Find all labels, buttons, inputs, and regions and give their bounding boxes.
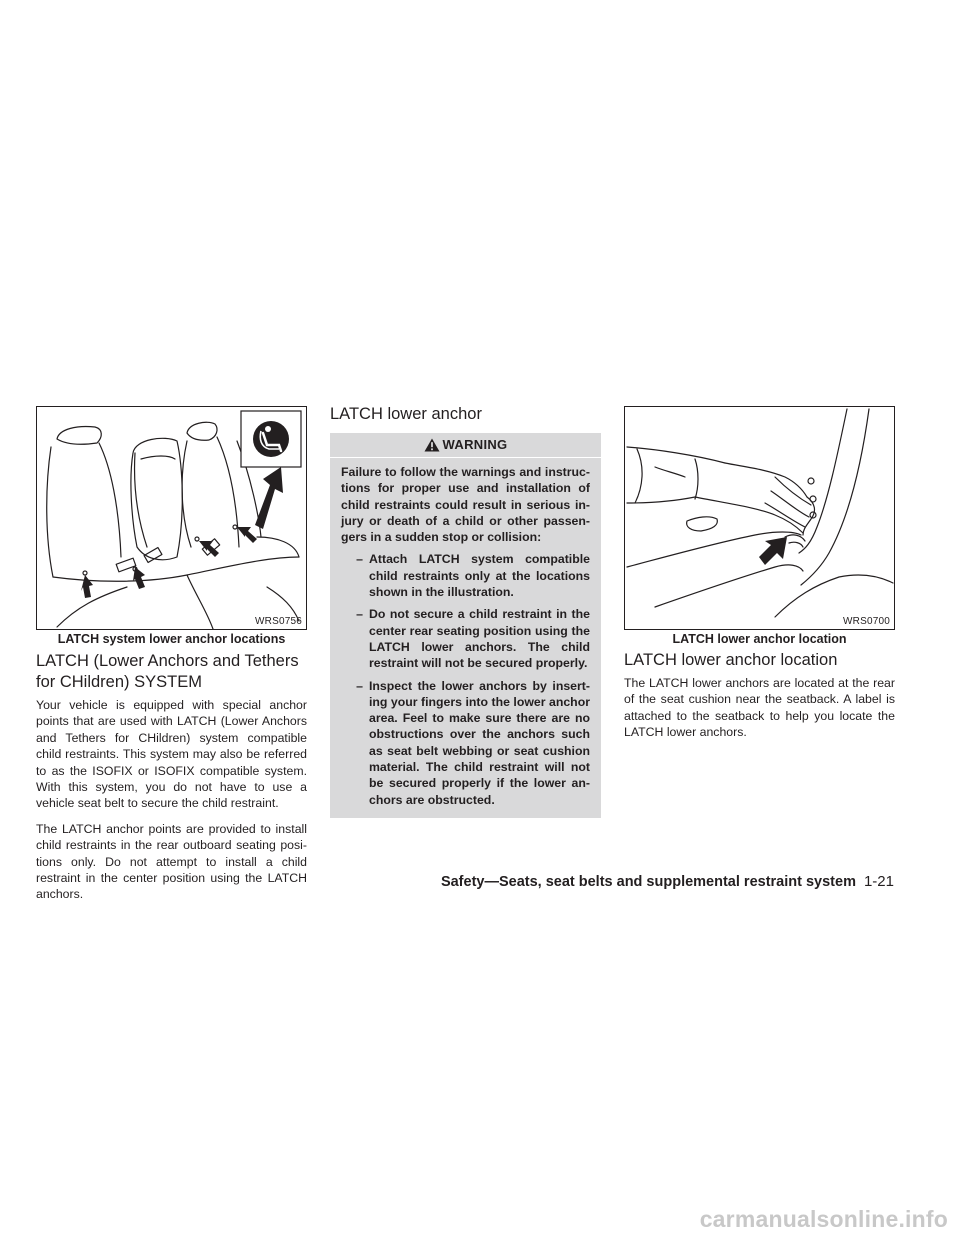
- paragraph: The LATCH anchor points are provided to install child restraints in the rear outboard seating posi-tions only. Do not attempt to install a child restraint in the center position using the LATCH anchors.: [36, 821, 307, 902]
- section-heading: [624, 650, 895, 671]
- paragraph: The LATCH lower anchors are located at the rear of the seat cushion near the seatback. A label is attached to the seatback to help you locate the LATCH lower anchors.: [624, 676, 895, 740]
- warning-item: [341, 606, 590, 671]
- hand-anchor-illustration: [625, 407, 894, 629]
- warning-title: WARNING: [442, 436, 508, 452]
- section-body: [624, 675, 895, 750]
- heading-line: for CHildren) SYSTEM: [36, 673, 202, 691]
- section-heading: [36, 651, 311, 693]
- warning-intro: Failure to follow the warnings and instruc-tions for proper use and installation of child restraints could result in serious in-jury or death of a child or other passen-gers in a sudden stop or collision:: [341, 465, 590, 545]
- section-body: [36, 697, 307, 912]
- dash: –: [356, 678, 363, 693]
- arrow-icon: [759, 537, 787, 565]
- warning-item: [341, 678, 590, 808]
- heading-suffix: lower anchor location: [681, 651, 838, 669]
- warning-header: [330, 433, 601, 458]
- arrow-icon: [237, 527, 257, 543]
- arrow-icon: [255, 467, 283, 529]
- figure-caption: LATCH lower anchor location: [672, 632, 847, 646]
- child-seat-icon: [241, 411, 301, 467]
- figure-code: WRS0700: [843, 616, 890, 627]
- arrow-icon: [81, 575, 93, 598]
- heading-term: LATCH: [624, 651, 677, 669]
- arrow-icon: [133, 567, 145, 589]
- page-footer: [441, 873, 894, 890]
- section-heading: [330, 404, 601, 425]
- heading-suffix: lower anchor: [387, 405, 482, 423]
- figure-latch-system: [36, 406, 307, 630]
- warning-triangle-icon: [424, 438, 440, 452]
- warning-item: [341, 551, 590, 600]
- paragraph: Your vehicle is equipped with special anchor points that are used with LATCH (Lower Anchors and Tethers for CHildren) system compatible child restraints. This system may also be referred to as the ISOFIX or ISOFIX compatible system. With this system, you do not have to use a vehicle seat belt to secure the child restraint.: [36, 698, 307, 811]
- dash: –: [356, 552, 363, 567]
- figure-latch-anchor-location: [624, 406, 895, 630]
- page-number: 1-21: [863, 873, 894, 890]
- heading-term: LATCH: [330, 405, 383, 423]
- warning-item-text: Do not secure a child restraint in the center rear seating position using the LATCH lower anchors. The child restraint will not be secured properly.: [369, 607, 590, 671]
- warning-item-text: Attach LATCH system compatible child restraints only at the locations shown in the illustration.: [369, 552, 590, 600]
- rear-seat-illustration: [37, 407, 306, 629]
- warning-item-text: Inspect the lower anchors by insert-ing your fingers into the lower anchor area. Feel to make sure there are no obstructions over the anchors such as seat belt webbing or seat cushion material. The child restraint will not be secured properly if the lower an-chors are obstructed.: [369, 678, 590, 807]
- footer-title: Safety—Seats, seat belts and supplemental restraint system: [440, 874, 856, 890]
- figure-code: WRS0756: [255, 616, 302, 627]
- dash: –: [356, 607, 363, 622]
- watermark: carmanualsonline.info: [699, 1206, 948, 1232]
- warning-box: [330, 433, 601, 818]
- heading-line: LATCH (Lower Anchors and Tethers: [36, 652, 299, 670]
- figure-caption: LATCH system lower anchor locations: [57, 632, 286, 646]
